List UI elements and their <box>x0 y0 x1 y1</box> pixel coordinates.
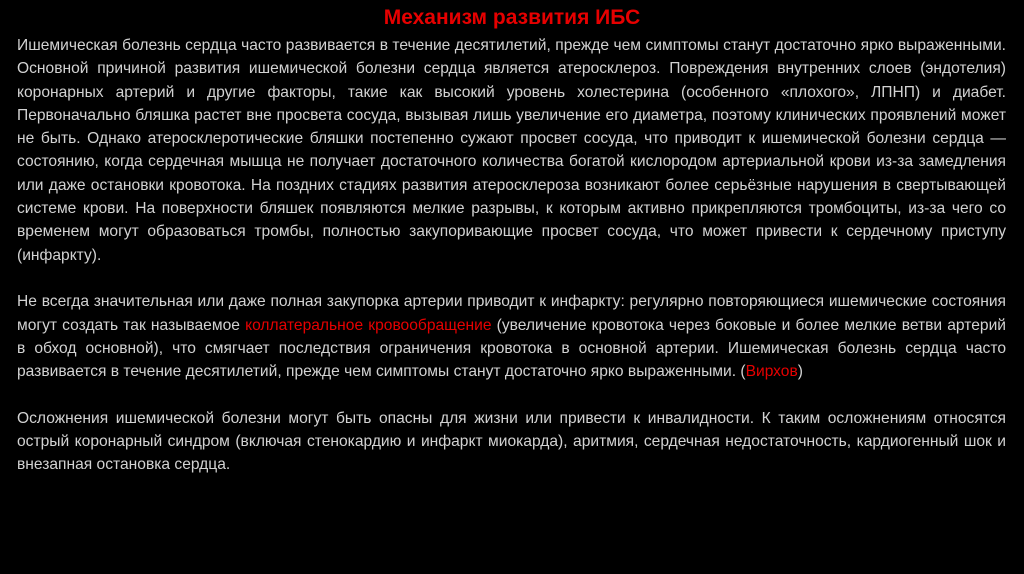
paragraph-2 <box>17 290 1006 383</box>
paragraph-1: Ишемическая болезнь сердца часто развивается в течение десятилетий, прежде чем симптомы станут достаточно ярко выраженными. Основной причиной развития ишемической болезни сердца является атеросклероз. Повреждения внутренних слоев (эндотелия) коронарных артерий и другие факторы, такие как высокий уровень холестерина (особенного «плохого», ЛПНП) и диабет. Первоначально бляшка растет вне просвета сосуда, вызывая лишь увеличение его диаметра, поэтому клинических проявлений может не быть. Однако атеросклеротические бляшки постепенно сужают просвет сосуда, что приводит к ишемической болезни сердца — состоянию, когда сердечная мышца не получает достаточного количества богатой кислородом артериальной крови из-за замедления или даже остановки кровотока. На поздних стадиях развития атеросклероза возникают более серьёзные нарушения в свертывающей системе крови. На поверхности бляшек появляются мелкие разрывы, к которым активно прикрепляются тромбоциты, из-за чего со временем могут образоваться тромбы, полностью закупоривающие просвет сосуда, что может привести к сердечному приступу (инфаркту). <box>17 37 1006 264</box>
paragraph-3: Осложнения ишемической болезни могут быть опасны для жизни или привести к инвалидности. К таким осложнениям относятся острый коронарный синдром (включая стенокардию и инфаркт миокарда), аритмия, сердечная недостаточность, кардиогенный шок и внезапная остановка сердца. <box>17 409 1006 474</box>
paragraph-2-text-1: Не всегда значительная или даже полная закупорка артерии приводит к инфаркту: регулярно повторяющиеся ишемические состояния могут создать так называемое <box>17 293 1006 334</box>
paragraph-2-text-2: (увеличение кровотока через боковые и более мелкие ветви артерий в обход основной), что смягчает последствия ограничения кровотока в основной артерии. Ишемическая болезнь сердца часто развивается в течение десятилетий, прежде чем симптомы станут достаточно ярко выраженными. ( <box>17 316 1006 381</box>
slide-title: Механизм развития ИБС <box>383 6 641 29</box>
virchow-link[interactable]: Вирхов <box>745 363 798 381</box>
paragraph-2-text-3: ) <box>797 363 803 381</box>
collateral-circulation-link[interactable]: коллатеральное кровообращение <box>245 316 492 334</box>
slide-body <box>17 34 1006 477</box>
